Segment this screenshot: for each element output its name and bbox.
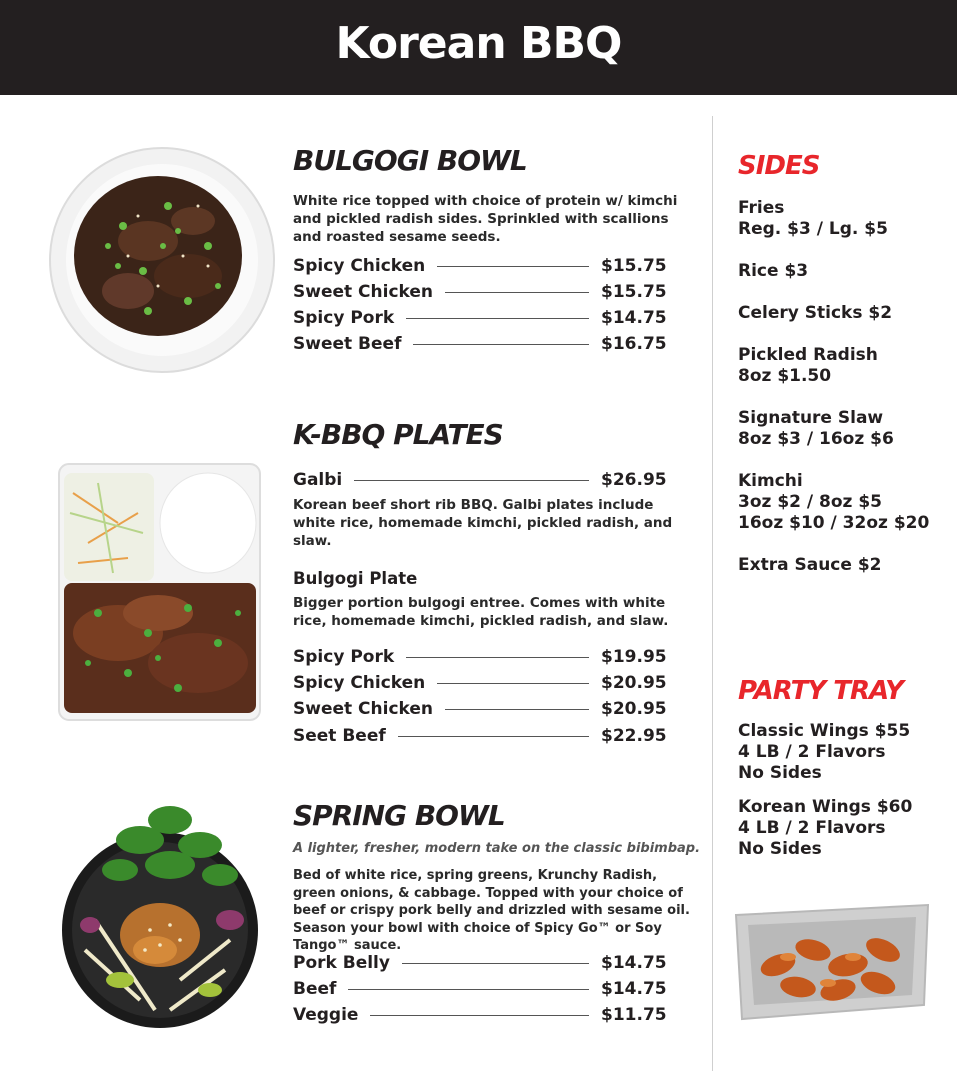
side-line: Fries bbox=[738, 198, 785, 218]
side-line: Extra Sauce $2 bbox=[738, 555, 882, 575]
side-item-slaw bbox=[738, 408, 953, 450]
item-price: $15.75 bbox=[601, 282, 667, 302]
side-item-rice bbox=[738, 261, 953, 282]
item-name: Sweet Chicken bbox=[293, 282, 434, 302]
side-line: Kimchi bbox=[738, 471, 803, 491]
menu-row-galbi bbox=[293, 469, 665, 491]
item-name: Spicy Chicken bbox=[293, 673, 426, 693]
item-price: $14.75 bbox=[601, 308, 667, 328]
menu-row bbox=[293, 307, 665, 329]
page-title: Korean BBQ bbox=[335, 18, 622, 69]
side-line: Pickled Radish bbox=[738, 345, 878, 365]
side-item-pickled-radish bbox=[738, 345, 953, 387]
leader-line bbox=[437, 266, 589, 267]
wings-tray-photo bbox=[728, 895, 936, 1027]
kbbq-plates-title: K-BBQ PLATES bbox=[293, 418, 503, 451]
side-line: 16oz $10 / 32oz $20 bbox=[738, 513, 930, 533]
leader-line bbox=[348, 989, 589, 990]
item-price: $14.75 bbox=[601, 953, 667, 973]
bulgogi-bowl-description: White rice topped with choice of protein w/ kimchi and pickled radish sides. Sprinkled with scallions and roasted sesame seeds. bbox=[293, 193, 678, 245]
leader-line bbox=[406, 657, 589, 658]
party-line: Classic Wings $55 bbox=[738, 721, 911, 741]
party-line: 4 LB / 2 Flavors bbox=[738, 818, 886, 838]
item-price: $22.95 bbox=[601, 726, 667, 746]
party-line: Korean Wings $60 bbox=[738, 797, 913, 817]
party-line: 4 LB / 2 Flavors bbox=[738, 742, 886, 762]
leader-line bbox=[445, 709, 589, 710]
spring-bowl-photo bbox=[60, 800, 260, 1032]
menu-row bbox=[293, 978, 665, 1000]
leader-line bbox=[445, 292, 589, 293]
sides-title: SIDES bbox=[738, 151, 820, 181]
item-name: Galbi bbox=[293, 470, 343, 490]
bulgogi-bowl-title: BULGOGI BOWL bbox=[293, 144, 527, 177]
leader-line bbox=[398, 736, 589, 737]
leader-line bbox=[354, 480, 589, 481]
menu-row bbox=[293, 952, 665, 974]
menu-row bbox=[293, 672, 665, 694]
item-name: Veggie bbox=[293, 1005, 359, 1025]
party-line: No Sides bbox=[738, 763, 822, 783]
side-line: 8oz $3 / 16oz $6 bbox=[738, 429, 894, 449]
side-line: Rice $3 bbox=[738, 261, 809, 281]
party-item-korean-wings bbox=[738, 797, 953, 860]
item-price: $26.95 bbox=[601, 470, 667, 490]
item-name: Spicy Pork bbox=[293, 308, 395, 328]
galbi-description: Korean beef short rib BBQ. Galbi plates include white rice, homemade kimchi, pickled radish, and slaw. bbox=[293, 497, 673, 549]
menu-row bbox=[293, 333, 665, 355]
bulgogi-plate-description: Bigger portion bulgogi entree. Comes with white rice, homemade kimchi, pickled radish, and slaw. bbox=[293, 595, 669, 629]
party-tray-title: PARTY TRAY bbox=[738, 676, 903, 706]
side-line: 3oz $2 / 8oz $5 bbox=[738, 492, 883, 512]
item-name: Beef bbox=[293, 979, 337, 999]
leader-line bbox=[413, 344, 589, 345]
header-bar bbox=[0, 0, 957, 95]
item-name: Sweet Beef bbox=[293, 334, 402, 354]
item-price: $16.75 bbox=[601, 334, 667, 354]
leader-line bbox=[370, 1015, 589, 1016]
bulgogi-bowl-photo bbox=[48, 146, 276, 374]
leader-line bbox=[402, 963, 589, 964]
leader-line bbox=[406, 318, 589, 319]
bulgogi-plate-heading: Bulgogi Plate bbox=[293, 569, 418, 588]
side-item-extra-sauce bbox=[738, 555, 953, 576]
item-price: $20.95 bbox=[601, 699, 667, 719]
side-line: 8oz $1.50 bbox=[738, 366, 832, 386]
spring-bowl-tagline: A lighter, fresher, modern take on the classic bibimbap. bbox=[293, 841, 701, 856]
side-item-celery bbox=[738, 303, 953, 324]
item-price: $20.95 bbox=[601, 673, 667, 693]
item-name: Seet Beef bbox=[293, 726, 386, 746]
menu-row bbox=[293, 255, 665, 277]
party-item-classic-wings bbox=[738, 721, 953, 784]
menu-row bbox=[293, 646, 665, 668]
party-line: No Sides bbox=[738, 839, 822, 859]
side-item-kimchi bbox=[738, 471, 953, 534]
side-line: Celery Sticks $2 bbox=[738, 303, 893, 323]
menu-row bbox=[293, 1004, 665, 1026]
item-name: Sweet Chicken bbox=[293, 699, 434, 719]
leader-line bbox=[437, 683, 589, 684]
side-line: Signature Slaw bbox=[738, 408, 884, 428]
item-name: Spicy Pork bbox=[293, 647, 395, 667]
item-price: $15.75 bbox=[601, 256, 667, 276]
column-divider bbox=[712, 116, 713, 1071]
side-item-fries bbox=[738, 198, 953, 240]
side-line: Reg. $3 / Lg. $5 bbox=[738, 219, 888, 239]
item-price: $14.75 bbox=[601, 979, 667, 999]
spring-bowl-description: Bed of white rice, spring greens, Krunchy Radish, green onions, & cabbage. Topped with your choice of beef or crispy pork belly and drizzled with sesame oil. Season your bowl with choice of Spicy Go™ or Soy Tango™ sauce. bbox=[293, 868, 690, 953]
menu-row bbox=[293, 725, 665, 747]
spring-bowl-title: SPRING BOWL bbox=[293, 799, 505, 832]
menu-row bbox=[293, 281, 665, 303]
item-price: $19.95 bbox=[601, 647, 667, 667]
menu-row bbox=[293, 698, 665, 720]
item-name: Pork Belly bbox=[293, 953, 390, 973]
item-price: $11.75 bbox=[601, 1005, 667, 1025]
kbbq-plate-photo bbox=[58, 463, 261, 721]
item-name: Spicy Chicken bbox=[293, 256, 426, 276]
